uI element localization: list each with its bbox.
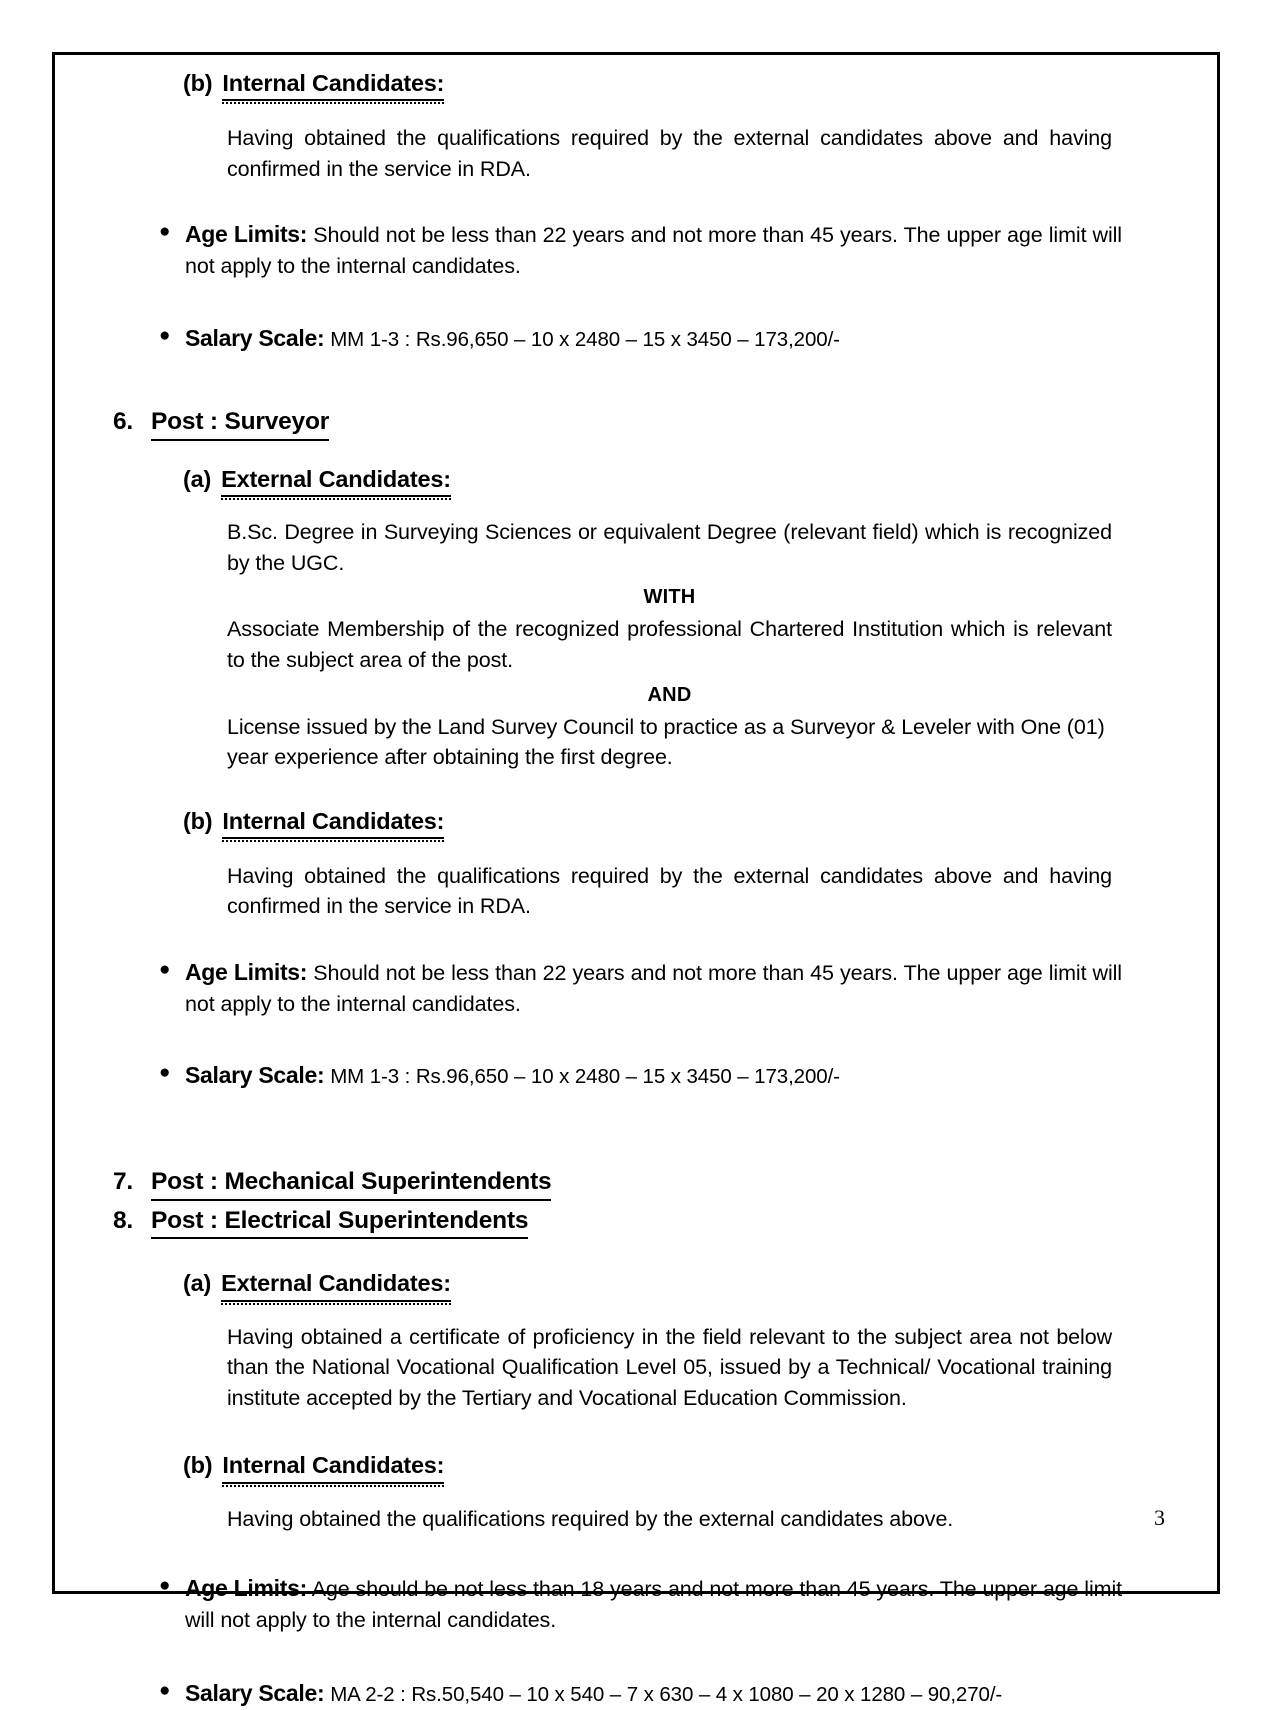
bullet-text bbox=[185, 218, 1122, 281]
bullet-text bbox=[185, 1572, 1122, 1635]
bullet-age-limits-post5 bbox=[55, 218, 1217, 281]
paragraph-external-membership-post6: Associate Membership of the recognized professional Chartered Institution which is relevant to the subject area of the post. bbox=[227, 617, 1112, 672]
vertical-spacer bbox=[55, 922, 1217, 956]
page-border bbox=[52, 52, 1220, 1707]
subheading-external-candidates-post6 bbox=[55, 465, 1217, 497]
bullet-point-icon: ● bbox=[159, 221, 171, 243]
paragraph-external-license-post6: License issued by the Land Survey Council to practice as a Surveyor & Leveler with One (01) year experience after obtaining the first degree. bbox=[227, 714, 1105, 770]
vertical-spacer bbox=[55, 282, 1217, 322]
bullet-text bbox=[185, 1677, 1122, 1710]
document-body bbox=[55, 55, 1217, 1710]
page-number: 3 bbox=[1154, 1505, 1165, 1530]
paragraph-external-certificate-post78: Having obtained a certificate of proficiency in the field relevant to the subject area not below than the National Vocational Qualification Level 05, issued by a Technical/ Vocational training institute accepted by the Tertiary and Vocational Education Commission. bbox=[227, 1324, 1112, 1410]
vertical-spacer bbox=[55, 101, 1217, 123]
vertical-spacer bbox=[55, 1484, 1217, 1504]
sub-heading-marker: (b) bbox=[183, 1452, 213, 1479]
vertical-spacer bbox=[55, 1019, 1217, 1059]
bullet-point-icon: ● bbox=[159, 324, 171, 346]
bullet-label: Salary Scale: bbox=[185, 324, 325, 351]
sub-heading-marker: (a) bbox=[183, 1270, 212, 1297]
bullet-point-icon: ● bbox=[159, 1575, 171, 1597]
bullet-value: MA 2-2 : Rs.50,540 – 10 x 540 – 7 x 630 – 4 x 1080 – 20 x 1280 – 90,270/- bbox=[330, 1683, 1003, 1707]
bullet-point-icon: ● bbox=[159, 958, 171, 980]
post-heading-7-mechanical-superintendents bbox=[55, 1166, 1217, 1201]
sub-heading-label: External Candidates: bbox=[221, 465, 451, 497]
sub-heading-label: Internal Candidates: bbox=[222, 807, 444, 839]
paragraph-internal-qualifications-post78: Having obtained the qualifications required by the external candidates above. bbox=[227, 1506, 954, 1531]
vertical-spacer bbox=[55, 1302, 1217, 1322]
paragraph-internal-qualifications-post6: Having obtained the qualifications required by the external candidates above and having confirmed in the service in RDA. bbox=[227, 863, 1112, 919]
post-heading-label: Post : Mechanical Superintendents bbox=[151, 1166, 551, 1201]
subheading-internal-candidates-post78 bbox=[55, 1451, 1217, 1483]
bullet-value: Should not be less than 22 years and not more than 45 years. The upper age limit will not apply to the internal candidates. bbox=[185, 960, 1122, 1016]
vertical-spacer bbox=[55, 441, 1217, 465]
vertical-spacer bbox=[55, 839, 1217, 861]
bullet-salary-scale-post6 bbox=[55, 1059, 1217, 1092]
vertical-spacer bbox=[55, 773, 1217, 807]
bullet-value: Age should be not less than 18 years and not more than 45 years. The upper age limit will not apply to the internal candidates. bbox=[185, 1577, 1123, 1632]
bullet-value: Should not be less than 22 years and not more than 45 years. The upper age limit will not apply to the internal candidates. bbox=[185, 223, 1122, 279]
post-heading-number: 8. bbox=[113, 1206, 134, 1234]
sub-heading-marker: (a) bbox=[183, 466, 212, 493]
subheading-internal-candidates-post6 bbox=[55, 807, 1217, 839]
vertical-spacer bbox=[55, 1413, 1217, 1451]
bullet-label: Salary Scale: bbox=[185, 1062, 325, 1089]
paragraph-external-degree-post6: B.Sc. Degree in Surveying Sciences or equivalent Degree (relevant field) which is recognized by the UGC. bbox=[227, 520, 1112, 575]
bullet-label: Age Limits: bbox=[185, 1575, 307, 1602]
sub-heading-label: Internal Candidates: bbox=[222, 1451, 444, 1483]
bullet-point-icon: ● bbox=[159, 1062, 171, 1084]
sub-heading-marker: (b) bbox=[183, 807, 213, 834]
bullet-value: MM 1-3 : Rs.96,650 – 10 x 2480 – 15 x 3450 – 173,200/- bbox=[330, 327, 840, 351]
bullet-text bbox=[185, 1059, 1122, 1092]
post-heading-label: Post : Surveyor bbox=[151, 406, 329, 441]
bullet-age-limits-post78 bbox=[55, 1572, 1217, 1635]
bullet-label: Age Limits: bbox=[185, 958, 308, 985]
vertical-spacer bbox=[55, 184, 1217, 218]
vertical-spacer bbox=[55, 1534, 1217, 1572]
vertical-spacer bbox=[55, 1239, 1217, 1269]
connector-and-post6: AND bbox=[647, 683, 692, 706]
bullet-text bbox=[185, 956, 1122, 1019]
bullet-label: Salary Scale: bbox=[185, 1680, 325, 1707]
bullet-salary-scale-post78 bbox=[55, 1677, 1217, 1710]
page-content-area bbox=[55, 55, 1217, 1707]
bullet-label: Age Limits: bbox=[185, 221, 308, 248]
post-heading-label: Post : Electrical Superintendents bbox=[151, 1205, 528, 1240]
post-heading-8-electrical-superintendents bbox=[55, 1205, 1217, 1240]
bullet-text bbox=[185, 322, 1122, 355]
paragraph-internal-qualifications-post5: Having obtained the qualifications required by the external candidates above and having confirmed in the service in RDA. bbox=[227, 126, 1112, 181]
vertical-spacer bbox=[55, 1092, 1217, 1166]
bullet-age-limits-post6 bbox=[55, 956, 1217, 1019]
post-heading-6-surveyor bbox=[55, 406, 1217, 441]
bullet-point-icon: ● bbox=[159, 1680, 171, 1702]
vertical-spacer bbox=[55, 55, 1217, 69]
sub-heading-label: Internal Candidates: bbox=[222, 69, 444, 101]
sub-heading-marker: (b) bbox=[183, 70, 213, 96]
vertical-spacer bbox=[55, 354, 1217, 406]
vertical-spacer bbox=[55, 1635, 1217, 1677]
bullet-salary-scale-post5 bbox=[55, 322, 1217, 355]
subheading-internal-candidates-post5 bbox=[55, 69, 1217, 101]
post-heading-number: 7. bbox=[113, 1167, 134, 1195]
subheading-external-candidates-post78 bbox=[55, 1269, 1217, 1301]
bullet-value: MM 1-3 : Rs.96,650 – 10 x 2480 – 15 x 3450 – 173,200/- bbox=[330, 1065, 840, 1089]
post-heading-number: 6. bbox=[113, 408, 134, 436]
vertical-spacer bbox=[55, 497, 1217, 517]
connector-with-post6: WITH bbox=[643, 586, 696, 609]
sub-heading-label: External Candidates: bbox=[221, 1269, 451, 1301]
